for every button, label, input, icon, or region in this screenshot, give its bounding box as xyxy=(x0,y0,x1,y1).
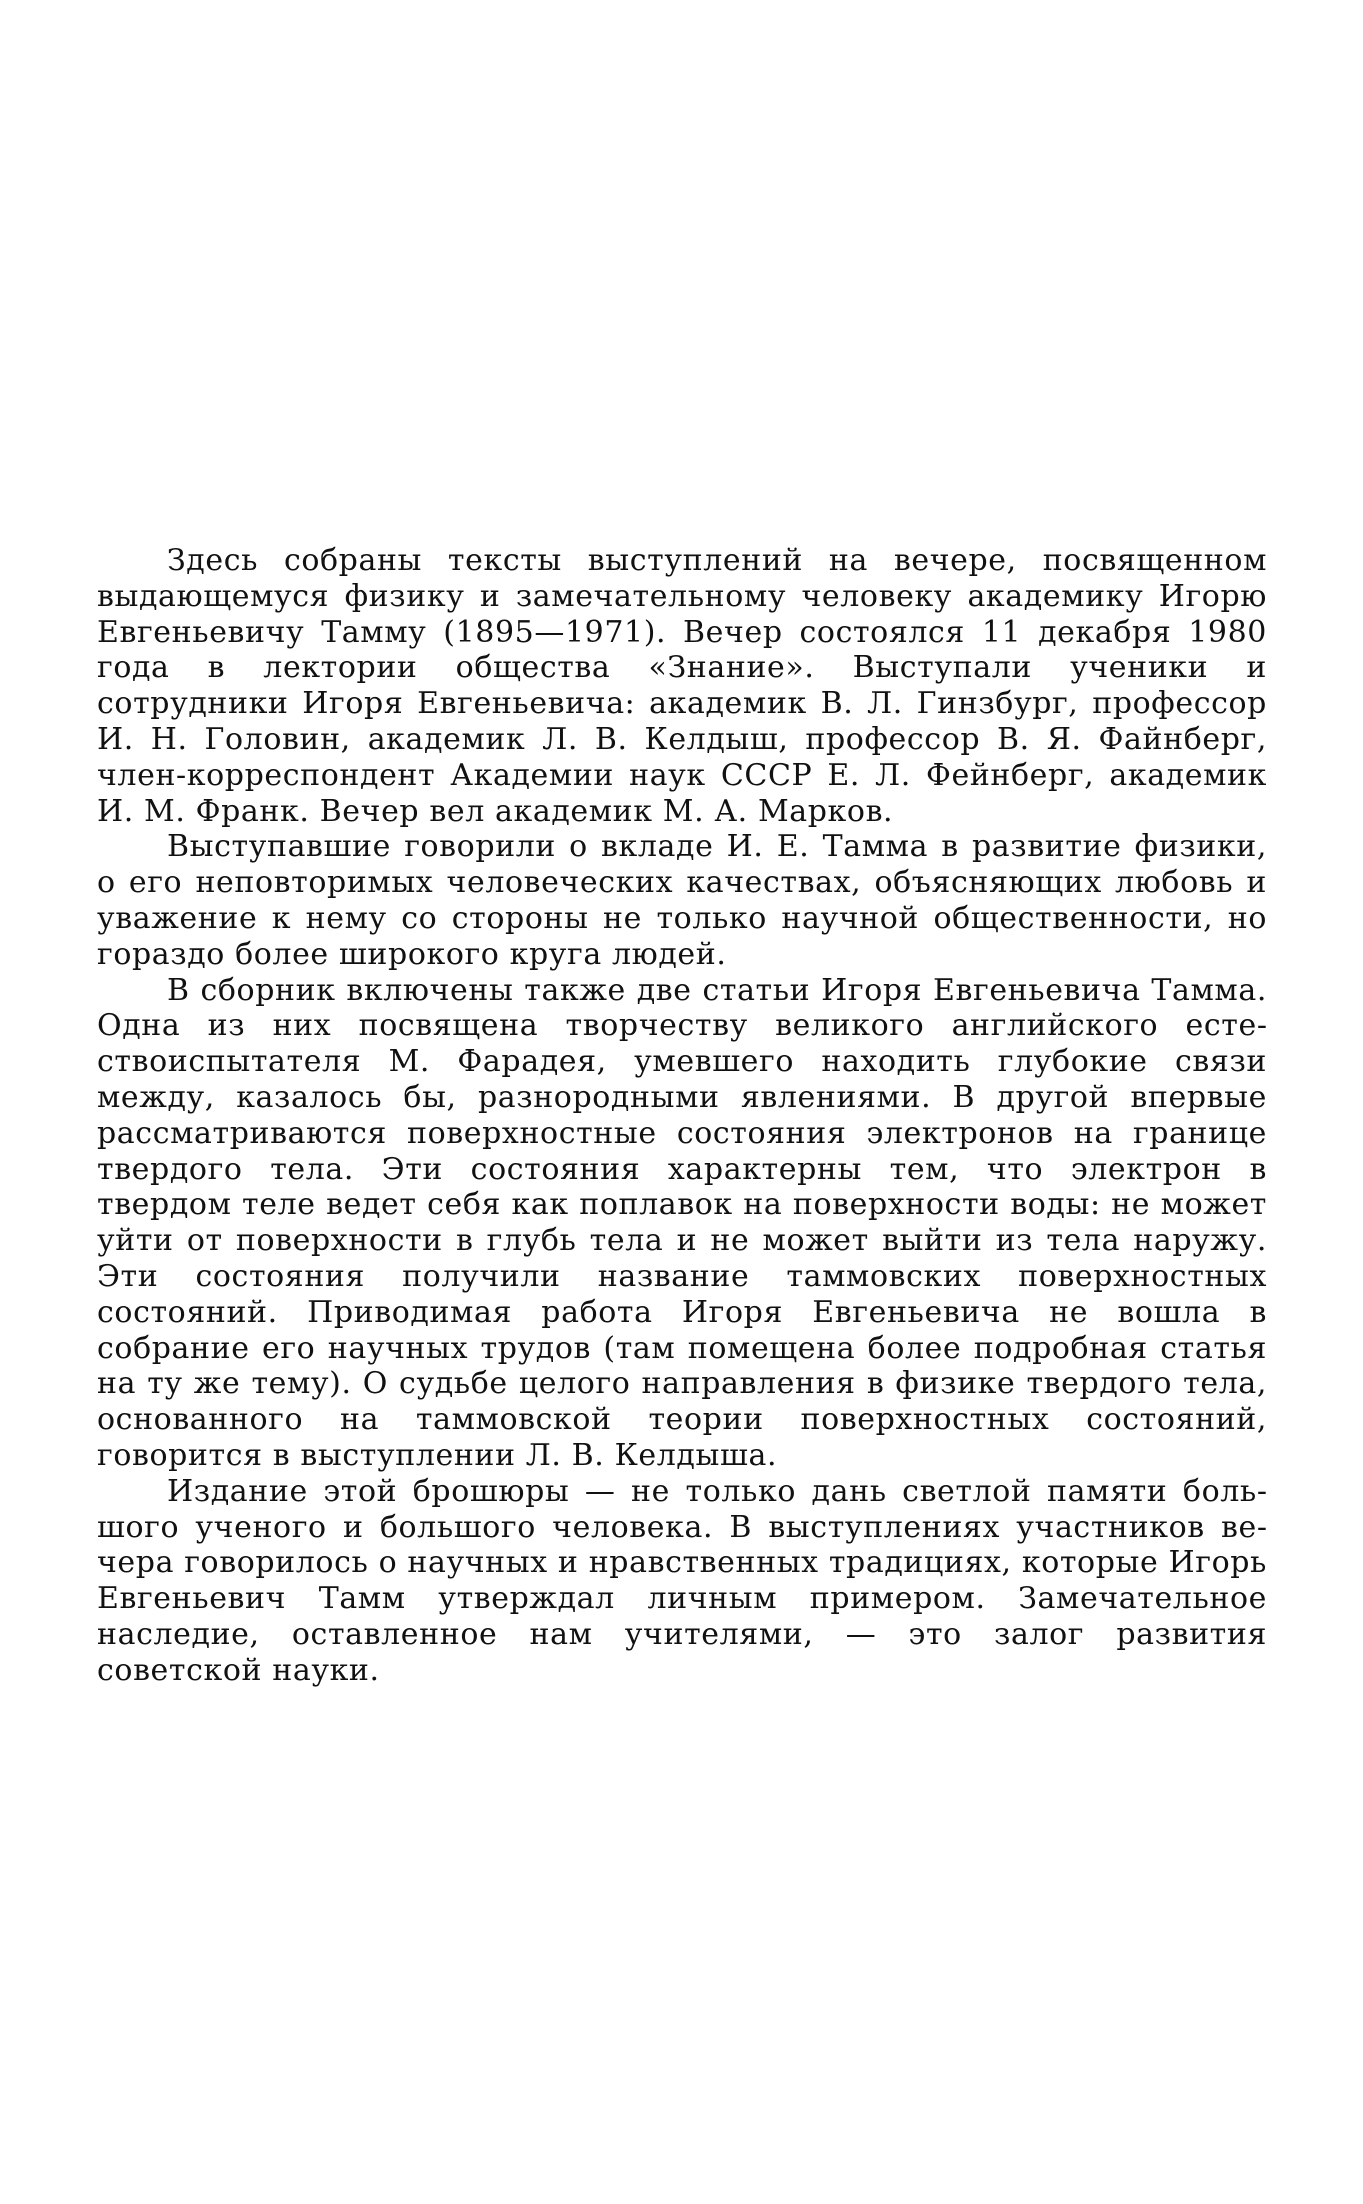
paragraph-speakers: Выступавшие говорили о вкладе И. Е. Тамма в развитие физики, о его неповторимых человеческих качествах, объясняющих любовь и уважение к нему со стороны не только научной общественности, но гораздо более широкого круга людей. xyxy=(97,829,1267,972)
paragraph-legacy: Издание этой брошюры — не только дань светлой памяти большого ученого и большого человека. В выступлениях участников вечера говорилось о научных и нравственных традициях, которые Игорь Евгеньевич Тамм утверждал личным примером. Замечательное наследие, оставленное нам учителями, — это залог развития советской науки. xyxy=(97,1473,1267,1688)
paragraph-evening-description: Здесь собраны тексты выступлений на вечере, посвященном выдающемуся физику и замечательному человеку академику Игорю Евгеньевичу Тамму (1895—1971). Вечер состоялся 11 декабря 1980 года в лектории общества «Знание». Выступали ученики и сотрудники Игоря Евгеньевича: академик В. Л. Гинзбург, профессор И. Н. Головин, академик Л. В. Келдыш, профессор В. Я. Файнберг, член-корреспондент Академии наук СССР Е. Л. Фейнберг, академик И. М. Франк. Вечер вел академик М. А. Марков. xyxy=(97,543,1267,829)
paragraph-articles: В сборник включены также две статьи Игоря Евгеньевича Тамма. Одна из них посвящена творчеству великого английского естествоиспытателя М. Фарадея, умевшего находить глубокие связи между, казалось бы, разнородными явлениями. В другой впервые рассматриваются поверхностные состояния электронов на границе твердого тела. Эти состояния характерны тем, что электрон в твердом теле ведет себя как поплавок на поверхности воды: не может уйти от поверхности в глубь тела и не может выйти из тела наружу. Эти состояния получили название таммовских поверхностных состояний. Приводимая работа Игоря Евгеньевича не вошла в собрание его научных трудов (там помещена более подробная статья на ту же тему). О судьбе целого направления в физике твердого тела, основанного на таммовской теории поверхностных состояний, говорится в выступлении Л. В. Келдыша. xyxy=(97,972,1267,1473)
foreword-text xyxy=(97,543,1267,1689)
